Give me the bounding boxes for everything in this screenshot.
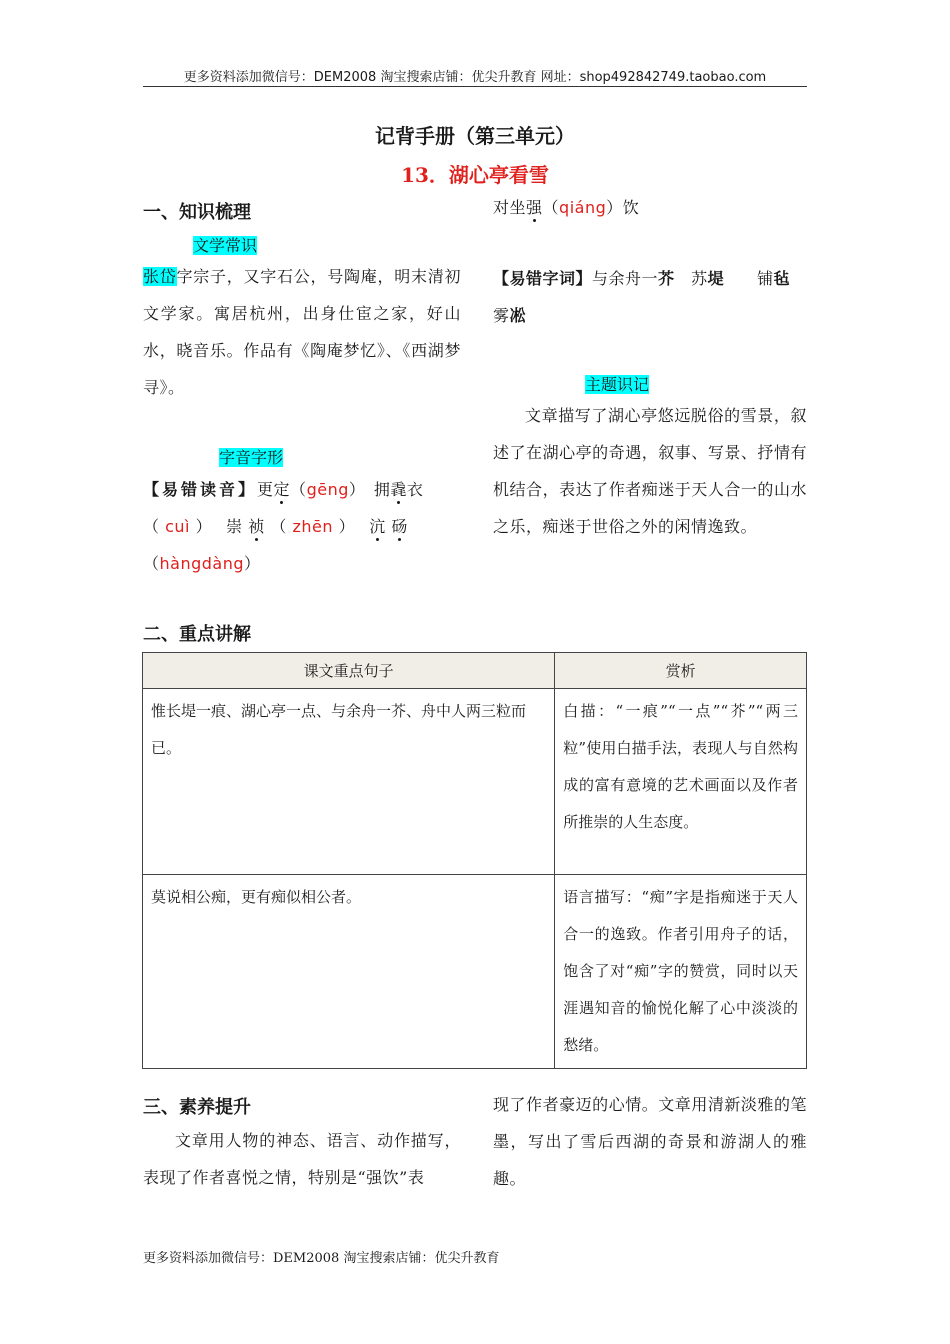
word-5b: 强 [526, 198, 543, 217]
word-3b: 祯 [248, 517, 265, 536]
section3-text-left: 文章用人物的神态、语言、动作描写，表现了作者喜悦之情，特别是“强饮”表 [143, 1131, 461, 1187]
section3-heading: 三、素养提升 [143, 1097, 251, 1118]
pinyin-4: hàngdàng [159, 554, 245, 573]
table-cell-sentence: 惟长堤一痕、湖心亭一点、与余舟一芥、舟中人两三粒而已。 [143, 689, 555, 875]
header-divider [143, 86, 807, 87]
word-5c: 饮 [622, 198, 640, 217]
lesson-title: 13．湖心亭看雪 [401, 163, 549, 187]
pron-tag [219, 445, 283, 468]
pron-continued: 对坐强（qiáng）饮 [493, 198, 640, 217]
word-5a: 对坐 [493, 198, 527, 217]
word-1a: 更 [257, 480, 274, 499]
word-2a: 拥 [373, 480, 391, 499]
pron-label: 【易错读音】 [143, 480, 258, 499]
pron-tag-label: 字音字形 [219, 448, 284, 467]
word-4b: 砀 [391, 517, 408, 536]
error-char-2: 堤 [707, 269, 725, 288]
error-words-3: 铺 [757, 269, 774, 288]
section2-heading: 二、重点讲解 [143, 624, 251, 645]
table-header-analysis: 赏析 [555, 653, 807, 689]
table-header-row [143, 653, 807, 689]
table-cell-sentence: 莫说相公痴，更有痴似相公者。 [143, 875, 555, 1069]
error-words-1: 与余舟一 [592, 269, 659, 288]
table-cell-analysis: 语言描写：“痴”字是指痴迷于天人合一的逸致。作者引用舟子的话，饱含了对“痴”字的赞赏，同时以天涯遇知音的愉悦化解了心中淡淡的愁绪。 [555, 875, 807, 1069]
theme-tag [585, 372, 649, 395]
pinyin-2: cuì [165, 517, 190, 536]
error-words-block [493, 260, 813, 334]
error-char-3: 毡 [773, 269, 791, 288]
literature-tag [193, 233, 257, 256]
theme-paragraph: 文章描写了湖心亭悠远脱俗的雪景，叙述了在湖心亭的奇遇，叙事、写景、抒情有机结合，表达了作者痴迷于天人合一的山水之乐，痴迷于世俗之外的闲情逸致。 [493, 406, 807, 536]
word-2c: 衣 [406, 480, 424, 499]
word-1b: 定 [273, 480, 291, 499]
pinyin-3: zhēn [292, 517, 334, 536]
error-words-2: 苏 [691, 269, 708, 288]
pronunciation-block: 【易错读音】更定（gēng） 拥毳衣 （ cuì ） 崇 祯 （ zhēn ） 沆 砀 （hàngdàng） [143, 480, 424, 573]
author-paragraph [143, 258, 461, 406]
author-text: 字宗子，又字石公，号陶庵，明末清初文学家。寓居杭州，出身仕宦之家，好山水，晓音乐。作品有《陶庵梦忆》、《西湖梦寻》。 [143, 267, 461, 397]
error-words-4: 雾 [493, 306, 510, 325]
theme-tag-label: 主题识记 [585, 375, 650, 394]
pinyin-5: qiáng [559, 198, 607, 217]
literature-tag-label: 文学常识 [193, 236, 258, 255]
error-char-1: 芥 [658, 269, 675, 288]
key-points-table [142, 652, 807, 1069]
table-cell-analysis: 白描：“一痕”“一点”“芥”“两三粒”使用白描手法，表现人与自然构成的富有意境的艺术画面以及作者所推崇的人生态度。 [555, 689, 807, 875]
word-3a: 崇 [226, 517, 243, 536]
table-row [143, 689, 807, 875]
table-header-sentence: 课文重点句子 [143, 653, 555, 689]
page-header: 更多资料添加微信号：DEM2008 淘宝搜索店铺：优尖升教育 网址：shop492842749.taobao.com [183, 70, 767, 85]
word-4a: 沆 [369, 517, 386, 536]
page-title: 记背手册（第三单元） [375, 124, 575, 148]
section3-text-right: 现了作者豪迈的心情。文章用清新淡雅的笔墨，写出了雪后西湖的奇景和游湖人的雅趣。 [493, 1095, 807, 1188]
pinyin-1: gēng [306, 480, 349, 499]
table-row [143, 875, 807, 1069]
page-footer: 更多资料添加微信号：DEM2008 淘宝搜索店铺：优尖升教育 [143, 1251, 500, 1266]
section1-heading: 一、知识梳理 [143, 202, 251, 223]
author-name: 张岱 [143, 267, 177, 286]
error-label: 【易错字词】 [493, 269, 593, 288]
word-2b: 毳 [390, 480, 407, 499]
error-char-4: 凇 [509, 306, 527, 325]
